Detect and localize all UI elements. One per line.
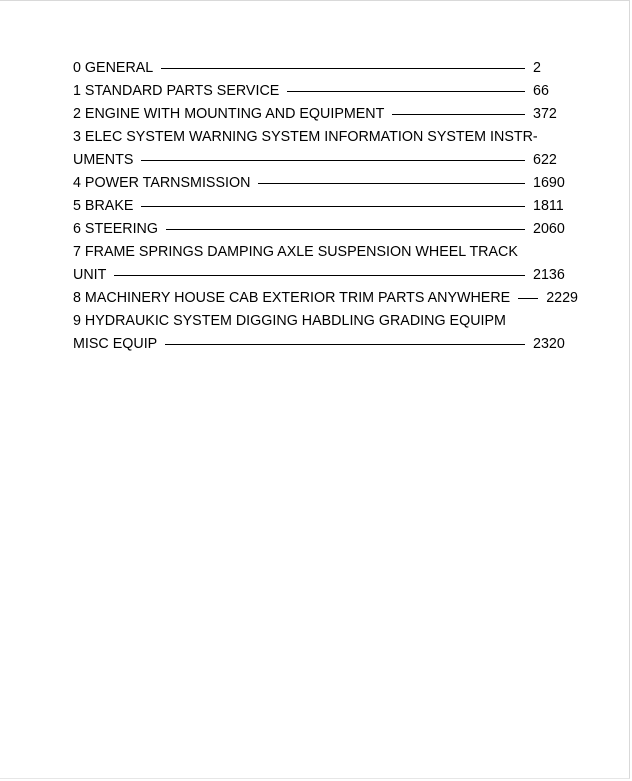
toc-title: 3 ELEC SYSTEM WARNING SYSTEM INFORMATION SYSTEM INSTR- xyxy=(73,129,538,145)
toc-entry-standard-parts-service[interactable] xyxy=(73,80,565,103)
toc-entry-hydraulic-system[interactable] xyxy=(73,310,565,356)
toc-title: 2 ENGINE WITH MOUNTING AND EQUIPMENT xyxy=(73,106,385,122)
toc-page-number: 2229 xyxy=(546,290,579,306)
toc-title-continued: UNIT xyxy=(73,267,107,283)
toc-title: 8 MACHINERY HOUSE CAB EXTERIOR TRIM PARTS ANYWHERE xyxy=(73,290,511,306)
toc-leader-line xyxy=(165,344,525,345)
toc-leader-line xyxy=(141,160,525,161)
toc-entry-power-transmission[interactable] xyxy=(73,172,565,195)
toc-leader-line xyxy=(161,68,525,69)
toc-title-continued: MISC EQUIP xyxy=(73,336,158,352)
toc-title: 6 STEERING xyxy=(73,221,159,237)
toc-leader-line xyxy=(141,206,525,207)
toc-page-number: 1811 xyxy=(533,198,564,214)
toc-entry-general[interactable] xyxy=(73,57,565,80)
toc-title: 4 POWER TARNSMISSION xyxy=(73,175,251,191)
toc-entry-brake[interactable] xyxy=(73,195,565,218)
toc-leader-line xyxy=(166,229,525,230)
toc-entry-engine[interactable] xyxy=(73,103,565,126)
toc-title: 1 STANDARD PARTS SERVICE xyxy=(73,83,280,99)
toc-entry-machinery-house[interactable] xyxy=(73,287,579,310)
table-of-contents xyxy=(73,57,579,356)
toc-page-number: 66 xyxy=(533,83,549,99)
toc-leader-line xyxy=(518,298,538,299)
toc-page-number: 372 xyxy=(533,106,557,122)
toc-title: 5 BRAKE xyxy=(73,198,134,214)
toc-page-number: 2 xyxy=(533,60,541,76)
toc-leader-line xyxy=(392,114,525,115)
toc-entry-frame-springs[interactable] xyxy=(73,241,565,287)
toc-title: 9 HYDRAUKIC SYSTEM DIGGING HABDLING GRADING EQUIPM xyxy=(73,313,506,329)
toc-title: 7 FRAME SPRINGS DAMPING AXLE SUSPENSION WHEEL TRACK xyxy=(73,244,518,260)
toc-leader-line xyxy=(114,275,525,276)
toc-page-number: 2320 xyxy=(533,336,565,352)
toc-page-number: 622 xyxy=(533,152,557,168)
toc-title-continued: UMENTS xyxy=(73,152,134,168)
toc-title: 0 GENERAL xyxy=(73,60,154,76)
toc-entry-steering[interactable] xyxy=(73,218,565,241)
toc-page-number: 2136 xyxy=(533,267,565,283)
toc-page-number: 1690 xyxy=(533,175,565,191)
toc-page-number: 2060 xyxy=(533,221,565,237)
toc-leader-line xyxy=(258,183,525,184)
toc-leader-line xyxy=(287,91,525,92)
toc-entry-elec-system[interactable] xyxy=(73,126,565,172)
